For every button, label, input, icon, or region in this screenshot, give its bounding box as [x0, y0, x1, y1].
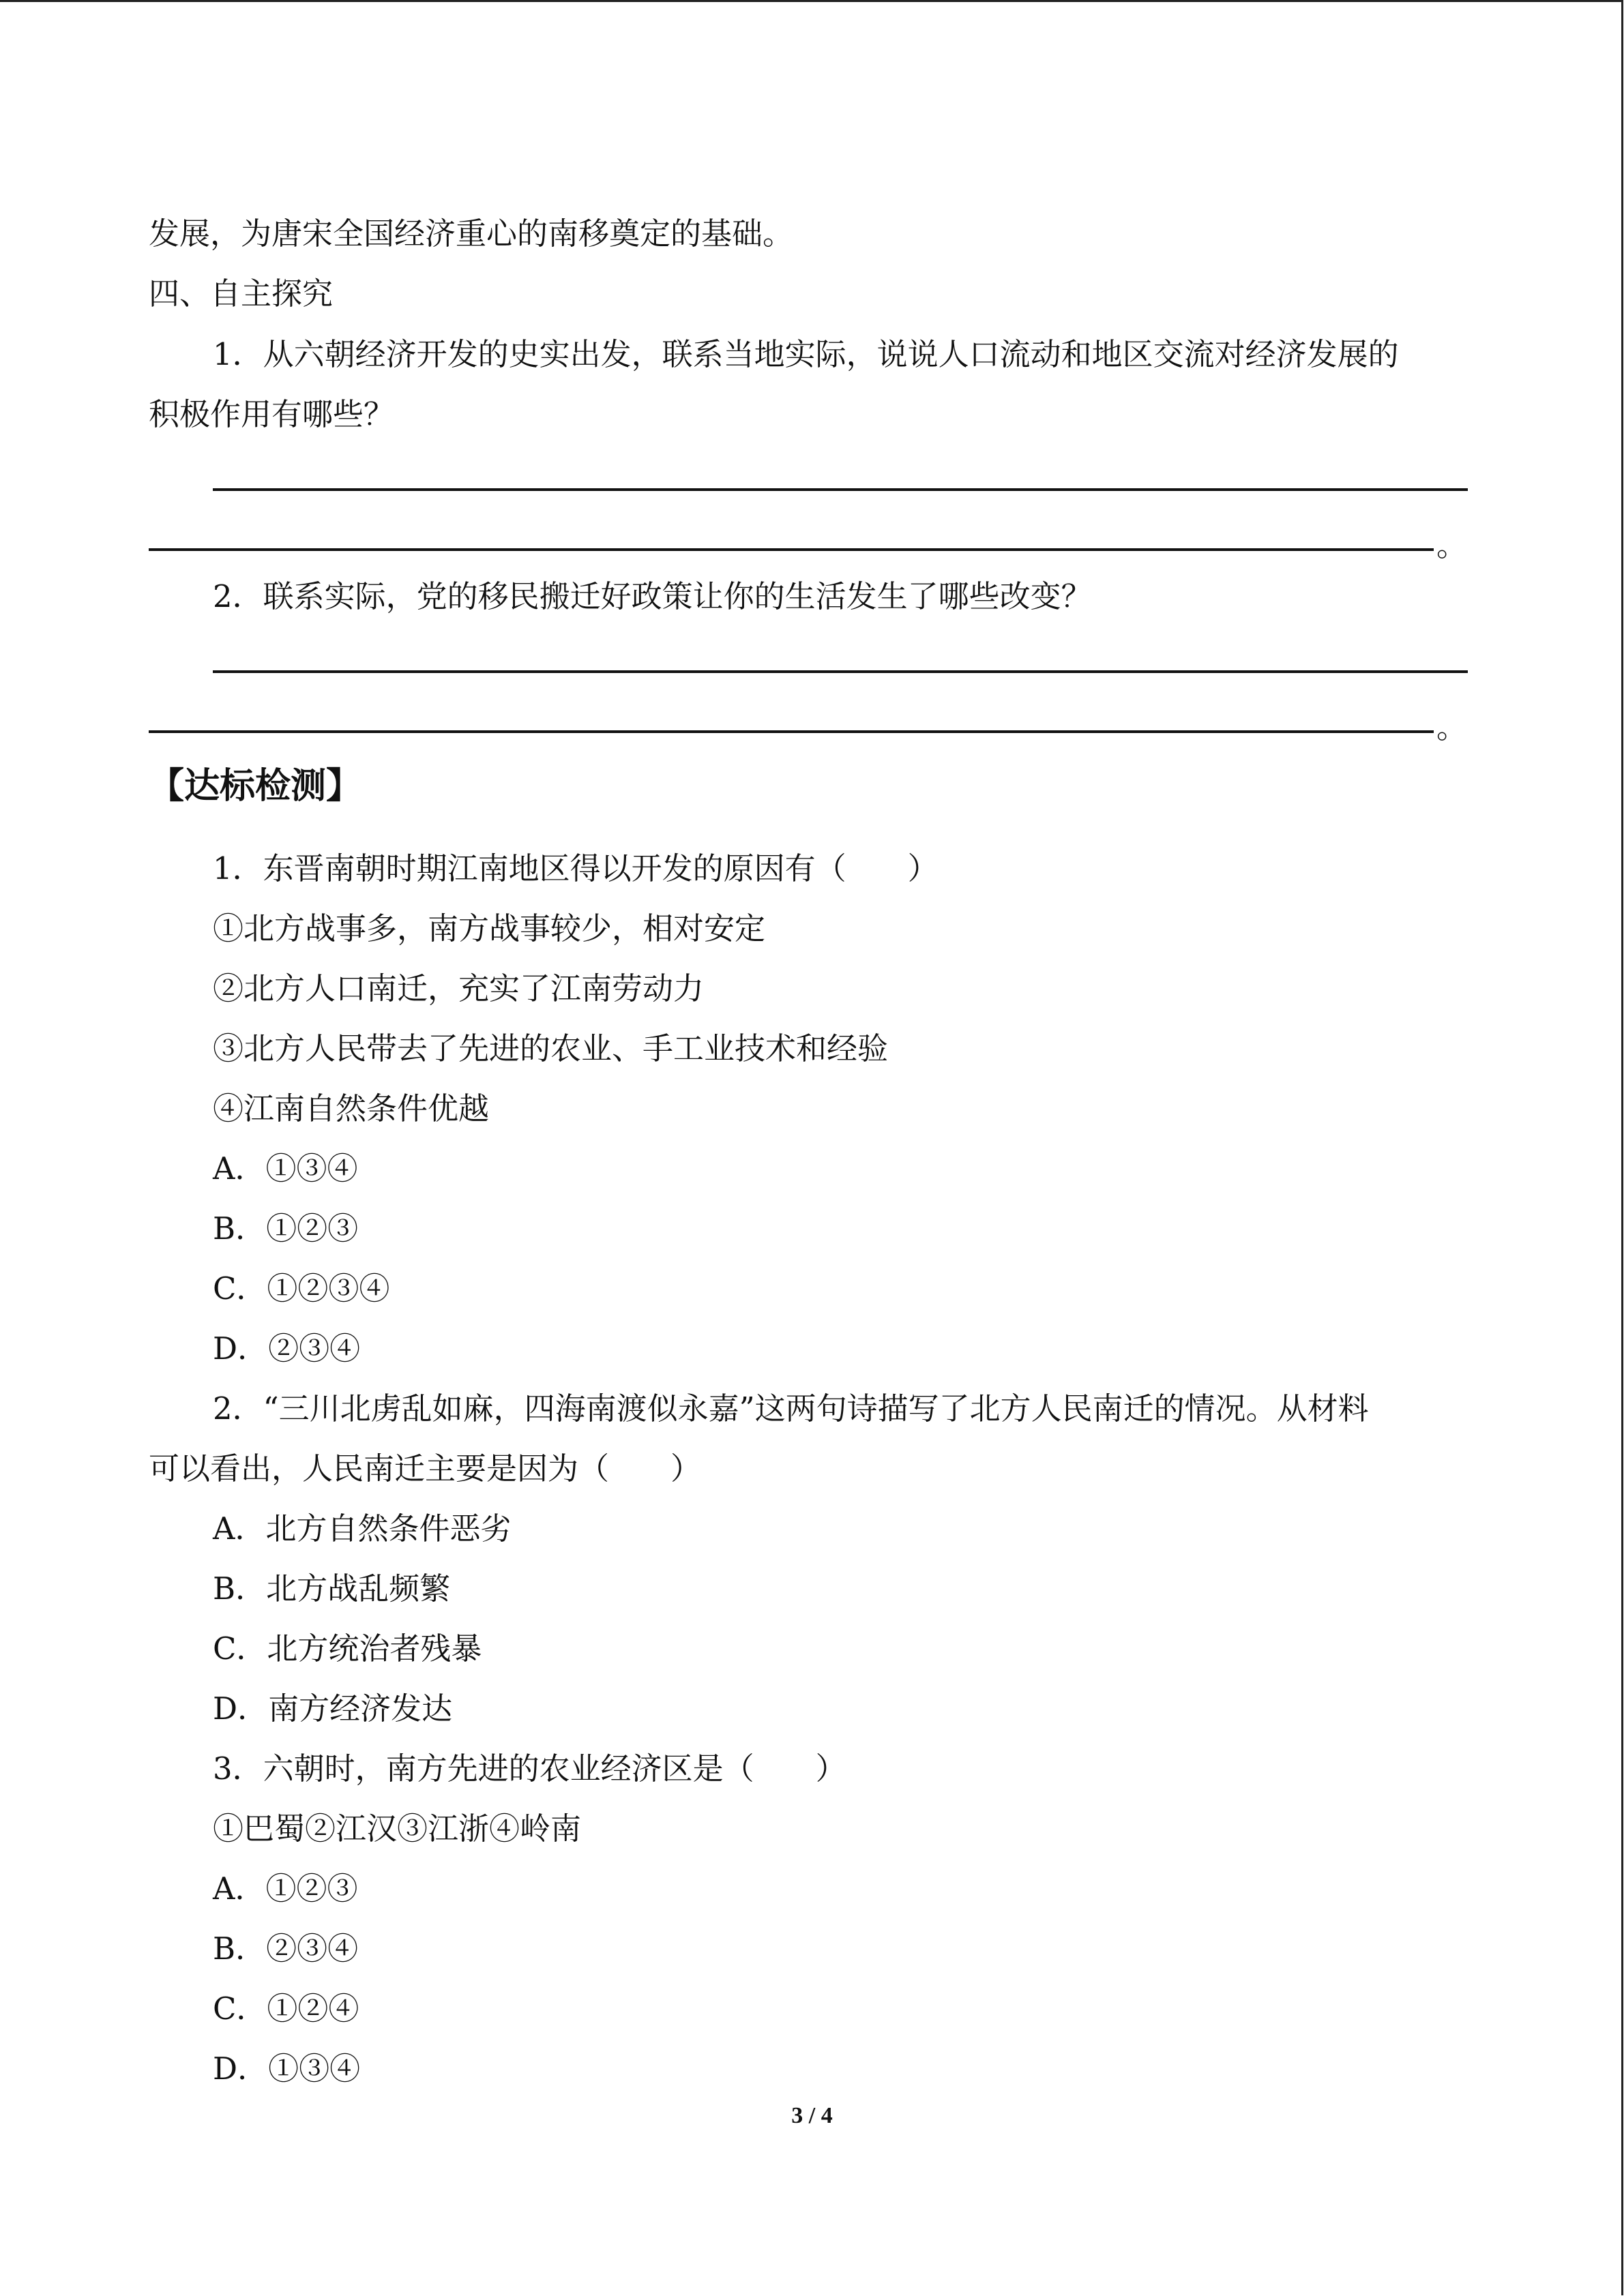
q1-answer-line-1[interactable]	[213, 488, 1468, 491]
test-q2-option-d[interactable]: D．南方经济发达	[213, 1690, 453, 1727]
page-number: 3 / 4	[791, 2103, 833, 2128]
q2-text: 2．联系实际，党的移民搬迁好政策让你的生活发生了哪些改变？	[213, 578, 1092, 614]
test-q1-stem: 1．东晋南朝时期江南地区得以开发的原因有（ ）	[213, 850, 939, 886]
test-q1-option-d[interactable]: D．②③④	[213, 1330, 361, 1367]
test-q1-statement-1: ①北方战事多，南方战事较少，相对安定	[213, 910, 766, 946]
q2-answer-line-1[interactable]	[213, 670, 1468, 673]
test-q3-option-c[interactable]: C．①②④	[213, 1991, 359, 2027]
test-q3-option-b[interactable]: B．②③④	[213, 1930, 359, 1967]
test-q3-option-a[interactable]: A．①②③	[213, 1870, 358, 1907]
test-q3-option-d[interactable]: D．①③④	[213, 2051, 361, 2087]
test-q1-option-b[interactable]: B．①②③	[213, 1210, 359, 1247]
test-q2-option-b[interactable]: B．北方战乱频繁	[213, 1570, 451, 1607]
test-q1-statement-4: ④江南自然条件优越	[213, 1090, 490, 1127]
test-q3-statement: ①巴蜀②江汉③江浙④岭南	[213, 1810, 582, 1847]
test-q1-option-a[interactable]: A．①③④	[213, 1150, 358, 1187]
test-q3-stem: 3．六朝时，南方先进的农业经济区是（ ）	[213, 1750, 846, 1787]
q2-answer-period: 。	[1436, 709, 1468, 745]
test-q1-statement-3: ③北方人民带去了先进的农业、手工业技术和经验	[213, 1030, 889, 1067]
test-q1-statement-2: ②北方人口南迁，充实了江南劳动力	[213, 970, 705, 1007]
q1-text-line2: 积极作用有哪些？	[149, 396, 395, 432]
q2-answer-line-2[interactable]	[149, 730, 1434, 733]
q1-answer-period: 。	[1436, 527, 1468, 563]
test-q1-option-c[interactable]: C．①②③④	[213, 1270, 390, 1307]
q1-answer-line-2[interactable]	[149, 548, 1434, 551]
test-q2-stem-line1: 2．“三川北虏乱如麻，四海南渡似永嘉”这两句诗描写了北方人民南迁的情况。从材料	[213, 1390, 1369, 1427]
test-q2-option-c[interactable]: C．北方统治者残暴	[213, 1630, 482, 1667]
q1-text-line1: 1．从六朝经济开发的史实出发，联系当地实际，说说人口流动和地区交流对经济发展的	[213, 336, 1399, 372]
continuation-text: 发展，为唐宋全国经济重心的南移奠定的基础。	[149, 215, 794, 252]
section-four-title: 四、自主探究	[149, 275, 334, 312]
test-q2-option-a[interactable]: A．北方自然条件恶劣	[213, 1510, 512, 1547]
test-q2-stem-line2: 可以看出，人民南迁主要是因为（ ）	[149, 1450, 702, 1487]
test-section-title: 【达标检测】	[149, 766, 362, 807]
